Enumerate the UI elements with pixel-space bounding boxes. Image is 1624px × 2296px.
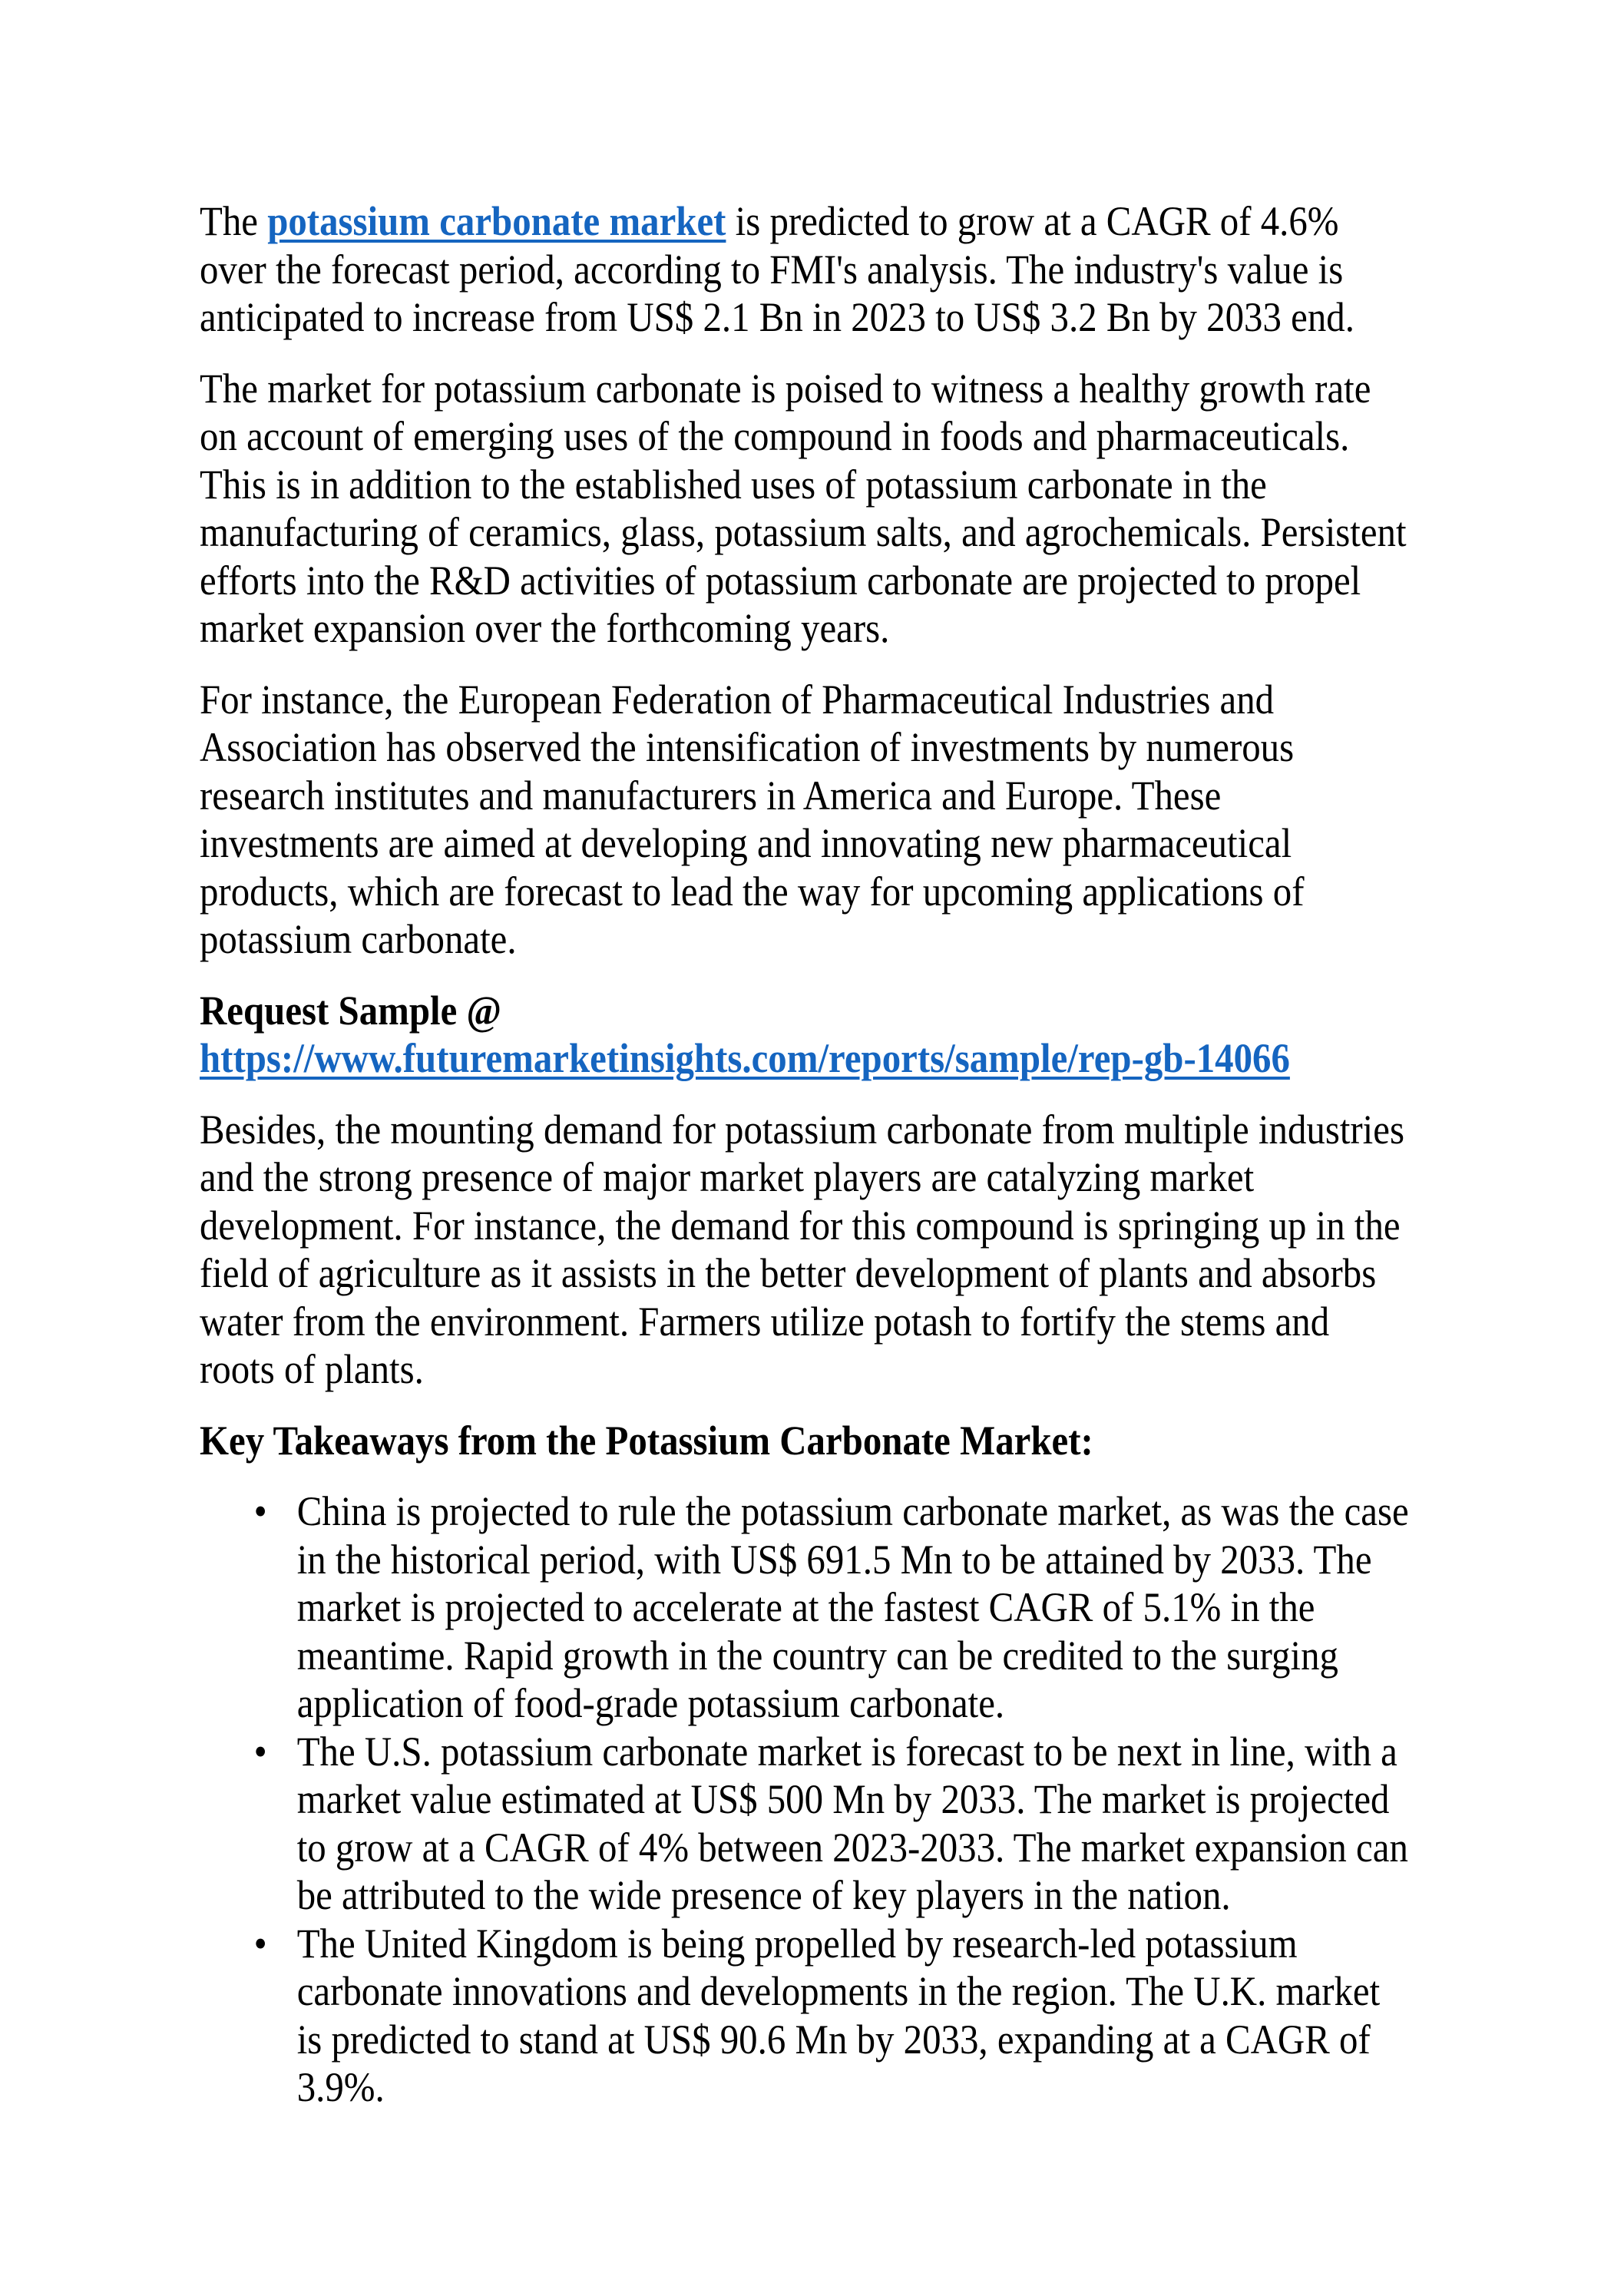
demand-paragraph: Besides, the mounting demand for potassium carbonate from multiple industries and the strong presence of major market players are catalyzing market development. For instance, the demand for this compound is springing up in the field of agriculture as it assists in the better development of plants and absorbs water from the environment. Farmers utilize potash to fortify the stems and roots of plants. xyxy=(200,1106,1404,1392)
list-item: • China is projected to rule the potassium carbonate market, as was the case in the historical period, with US$ 691.5 Mn to be attained by 2033. The market is projected to accelerate at the fastest CAGR of 5.1% in the meantime. Rapid growth in the country can be credited to the surging application of food-grade potassium carbonate. xyxy=(253,1488,1409,1726)
potassium-carbonate-market-link[interactable]: potassium carbonate market xyxy=(267,198,726,244)
key-takeaways xyxy=(200,1417,1409,2112)
bullet-icon: • xyxy=(253,1728,267,1775)
intro-paragraph: The potassium carbonate market is predicted to grow at a CAGR of 4.6% over the forecast period, according to FMI's analysis. The industry's value is anticipated to increase from US$ 2.1 Bn in 2023 to US$ 3.2 Bn by 2033 end. xyxy=(200,198,1354,340)
instance-paragraph: For instance, the European Federation of Pharmaceutical Industries and Association has observed the intensification of investments by numerous research institutes and manufacturers in America and Europe. These investments are aimed at developing and innovating new pharmaceutical products, which are forecast to lead the way for upcoming applications of potassium carbonate. xyxy=(200,676,1305,962)
request-sample-link[interactable]: https://www.futuremarketinsights.com/reports/sample/rep-gb-14066 xyxy=(200,1035,1290,1081)
key-takeaways-heading: Key Takeaways from the Potassium Carbonate Market: xyxy=(200,1417,1093,1464)
market-paragraph: The market for potassium carbonate is poised to witness a healthy growth rate on account of emerging uses of the compound in foods and pharmaceuticals. This is in addition to the established uses of potassium carbonate in the manufacturing of ceramics, glass, potassium salts, and agrochemicals. Persistent efforts into the R&D activities of potassium carbonate are projected to propel market expansion over the forthcoming years. xyxy=(200,365,1407,651)
document-page xyxy=(200,197,1409,2135)
request-sample-label: Request Sample @ xyxy=(200,987,501,1034)
takeaways-list xyxy=(200,1487,1409,2112)
bullet-icon: • xyxy=(253,1488,267,1534)
list-item: • The U.S. potassium carbonate market is forecast to be next in line, with a market value estimated at US$ 500 Mn by 2033. The market is projected to grow at a CAGR of 4% between 2023-2033. The market expansion can be attributed to the wide presence of key players in the nation. xyxy=(253,1728,1408,1918)
bullet-icon: • xyxy=(253,1920,267,1967)
request-sample xyxy=(200,987,1409,1083)
list-item: • The United Kingdom is being propelled by research-led potassium carbonate innovations and developments in the region. The U.K. market is predicted to stand at US$ 90.6 Mn by 2033, expanding at a CAGR of 3.9%. xyxy=(253,1920,1381,2110)
